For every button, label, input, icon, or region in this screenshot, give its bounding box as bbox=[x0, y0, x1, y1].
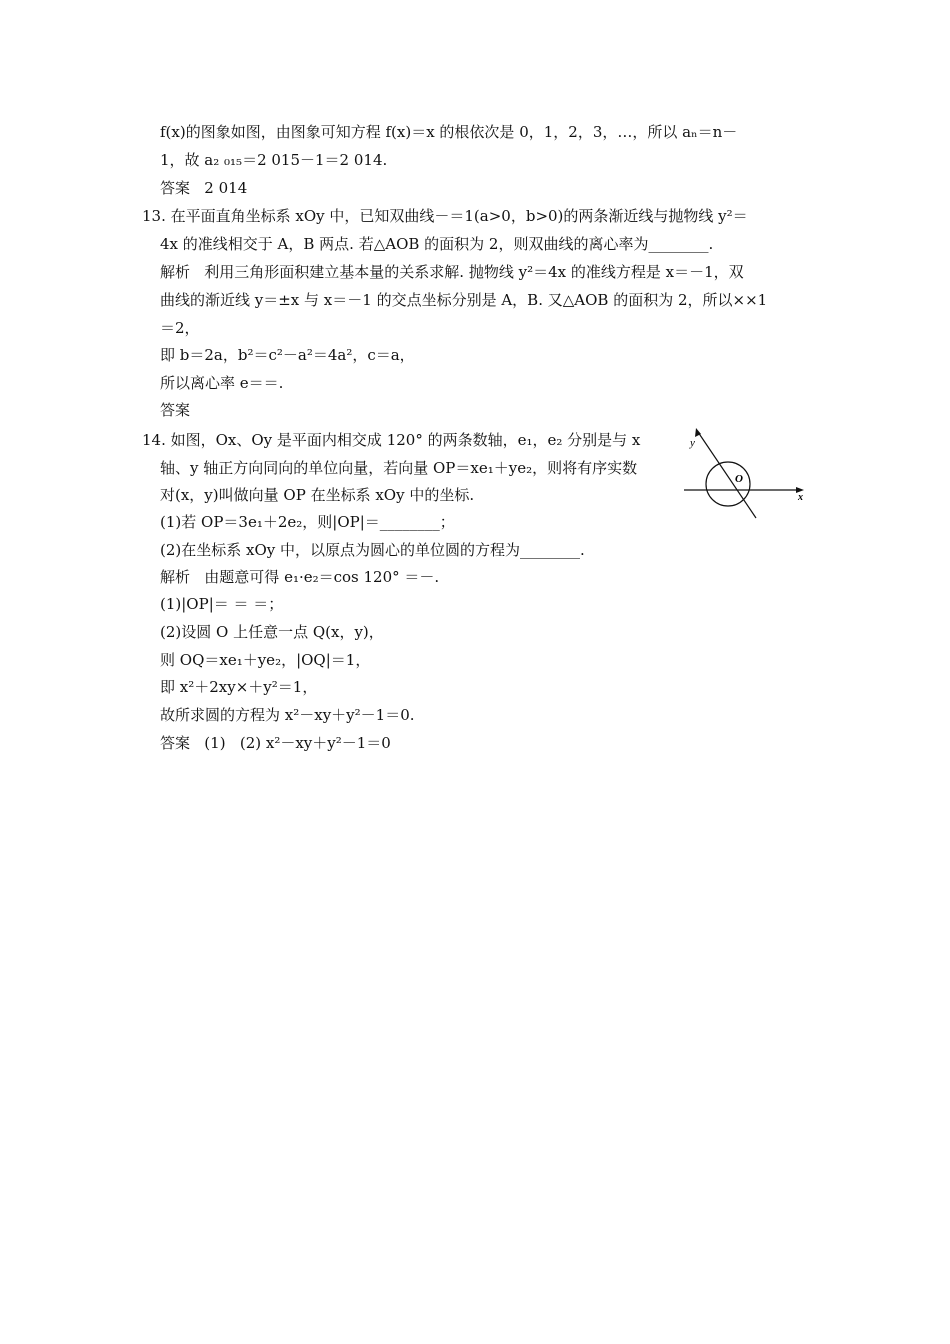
text-line: ＝2， bbox=[160, 319, 200, 337]
question-14-line: 14. 如图，Ox、Oy 是平面内相交成 120° 的两条数轴，e₁，e₂ 分别是与 x bbox=[142, 431, 641, 449]
text-line: f(x)的图象如图，由图象可知方程 f(x)＝x 的根依次是 0，1，2，3，…，所以 aₙ＝n－ bbox=[160, 123, 738, 141]
question-13-line: 13. 在平面直角坐标系 xOy 中，已知双曲线－＝1(a>0，b>0)的两条渐近线与抛物线 y²＝ bbox=[142, 207, 748, 225]
text-line: 所以离心率 e＝＝. bbox=[160, 374, 284, 392]
text-line: 对(x，y)叫做向量 OP 在坐标系 xOy 中的坐标. bbox=[160, 486, 475, 504]
text-line: (2)在坐标系 xOy 中，以原点为圆心的单位圆的方程为________. bbox=[160, 541, 585, 559]
text-line: 答案 2 014 bbox=[160, 179, 248, 197]
text-line: 轴、y 轴正方向同向的单位向量，若向量 OP＝xe₁＋ye₂，则将有序实数 bbox=[160, 459, 638, 477]
text-line: 则 OQ＝xe₁＋ye₂，|OQ|＝1， bbox=[160, 651, 371, 669]
text-line: 即 x²＋2xy×＋y²＝1， bbox=[160, 678, 318, 696]
y-label: y bbox=[690, 437, 695, 449]
text-line: (1)|OP|＝ ＝ ＝； bbox=[160, 595, 284, 613]
y-axis-line bbox=[698, 432, 756, 518]
text-line: 4x 的准线相交于 A，B 两点. 若△AOB 的面积为 2，则双曲线的离心率为________. bbox=[160, 235, 714, 253]
text-line: 1，故 a₂ ₀₁₅＝2 015－1＝2 014. bbox=[160, 151, 388, 169]
axes-circle-figure bbox=[680, 428, 810, 522]
text-line: (1)若 OP＝3e₁＋2e₂，则|OP|＝________； bbox=[160, 513, 455, 531]
origin-label: O bbox=[735, 473, 743, 485]
text-line: 即 b＝2a，b²＝c²－a²＝4a²，c＝a， bbox=[160, 346, 415, 364]
text-line: 答案 bbox=[160, 401, 191, 419]
text-line: (2)设圆 O 上任意一点 Q(x，y)， bbox=[160, 623, 384, 641]
text-line: 答案 (1) (2) x²－xy＋y²－1＝0 bbox=[160, 734, 391, 752]
unit-circle bbox=[706, 462, 750, 506]
x-label: x bbox=[798, 492, 803, 503]
text-line: 解析 利用三角形面积建立基本量的关系求解. 抛物线 y²＝4x 的准线方程是 x＝－1，双 bbox=[160, 263, 744, 281]
text-line: 故所求圆的方程为 x²－xy＋y²－1＝0. bbox=[160, 706, 415, 724]
text-line: 曲线的渐近线 y＝±x 与 x＝－1 的交点坐标分别是 A，B. 又△AOB 的面积为 2，所以××1 bbox=[160, 291, 768, 309]
text-line: 解析 由题意可得 e₁·e₂＝cos 120° ＝－. bbox=[160, 568, 440, 586]
